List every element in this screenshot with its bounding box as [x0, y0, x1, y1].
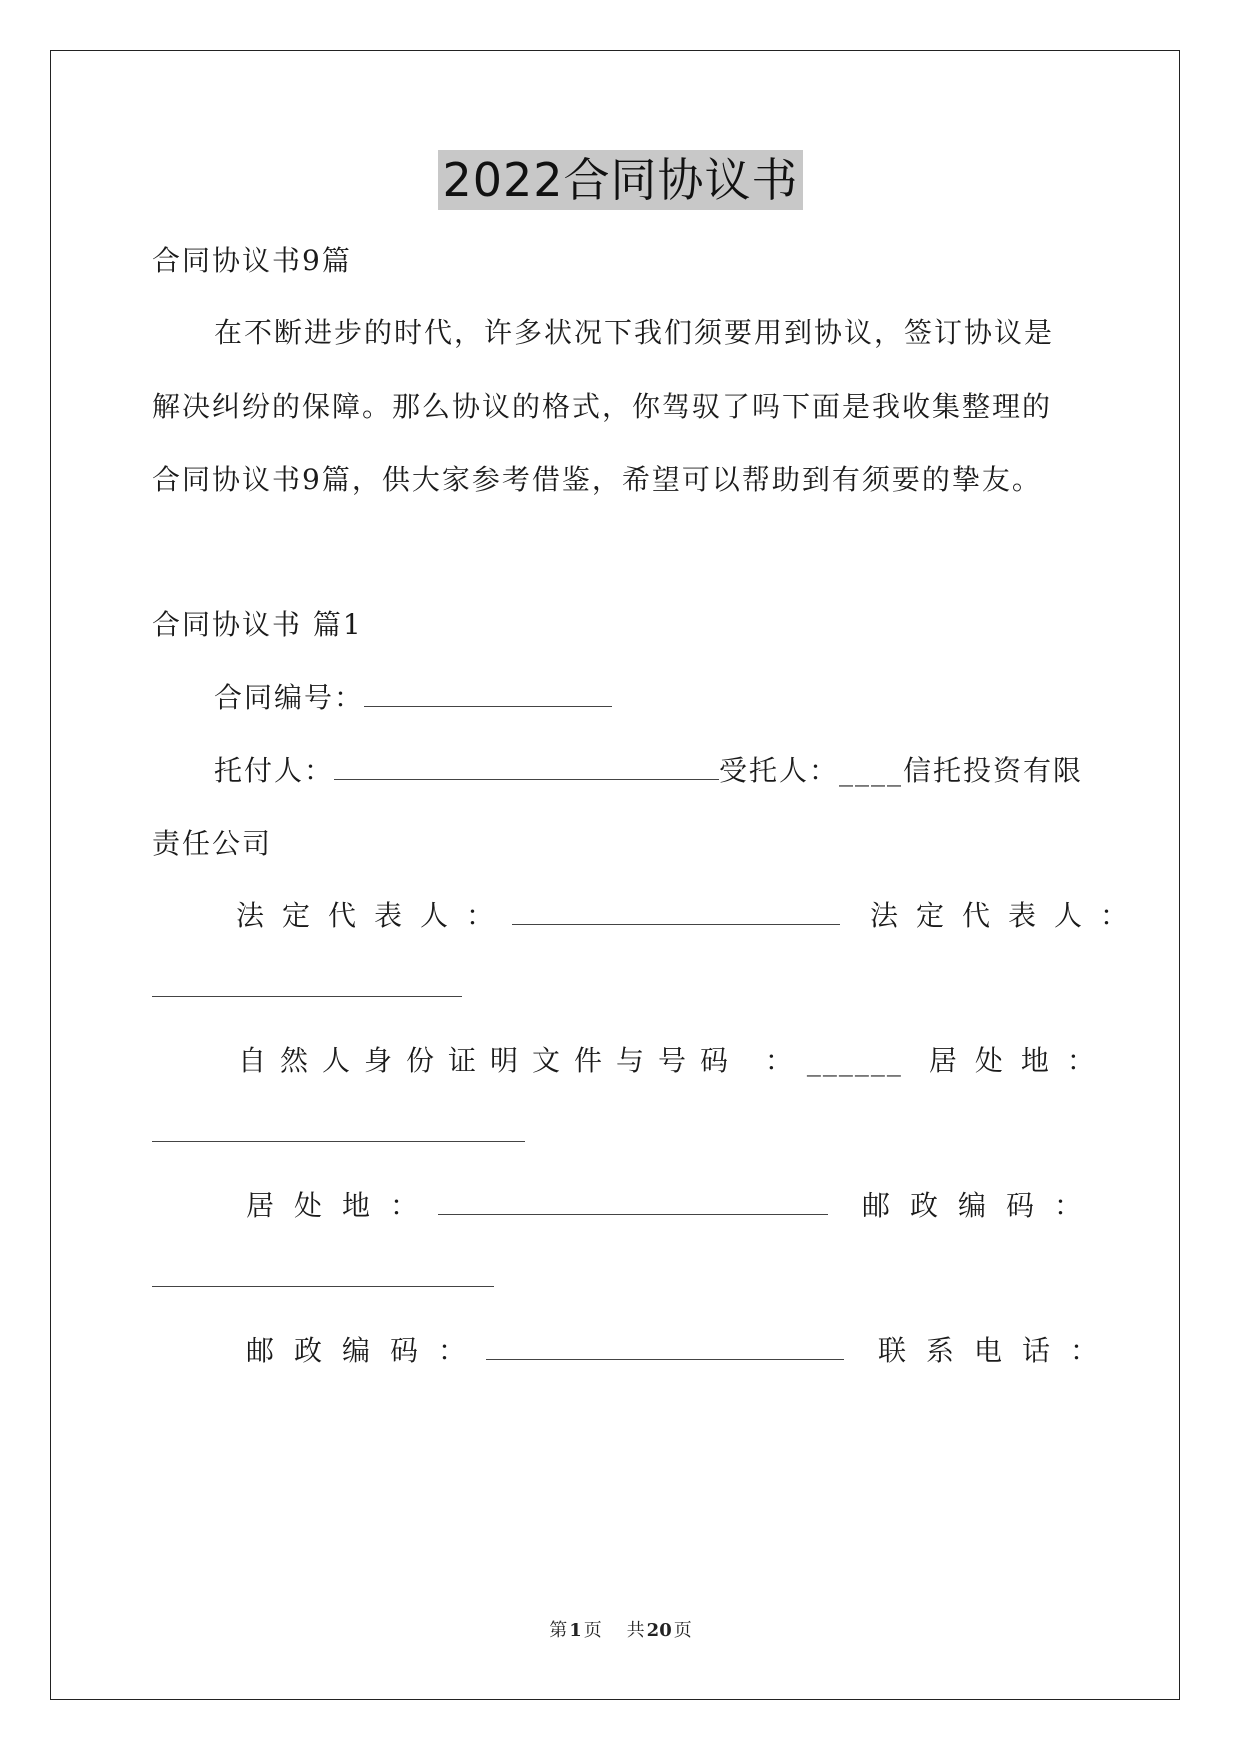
contract-number-row: [214, 678, 612, 718]
postcode-label-right: 邮政编码：: [862, 1189, 1103, 1222]
residence-blank-left[interactable]: [438, 1186, 828, 1215]
legal-rep-label-right: 法定代表人：: [870, 899, 1147, 932]
legal-rep-label-left: 法定代表人：: [236, 899, 513, 932]
residence-label-right: 居处地：: [928, 1044, 1113, 1077]
id-doc-blank[interactable]: ______: [806, 1044, 903, 1077]
postcode-blank-right[interactable]: [152, 1258, 494, 1287]
postcode-label-left: 邮政编码：: [246, 1334, 487, 1367]
trustor-blank[interactable]: [334, 751, 719, 780]
legal-rep-blank-left[interactable]: [512, 896, 840, 925]
section-heading: 合同协议书 篇1: [152, 608, 363, 641]
footer-total-prefix: 共: [626, 1620, 645, 1641]
page-footer: [0, 1616, 1241, 1642]
id-doc-label: 自然人身份证明文件与号码 ：: [238, 1044, 807, 1077]
postcode-blank-left[interactable]: [486, 1331, 844, 1360]
intro-line-3: 合同协议书9篇，供大家参考借鉴，希望可以帮助到有须要的挚友。: [152, 463, 1042, 496]
trustee-continued: 责任公司: [152, 827, 273, 860]
trustor-row: [214, 751, 1083, 791]
page-border: [50, 50, 1180, 1700]
residence-blank-right[interactable]: [152, 1113, 525, 1142]
contract-number-label: 合同编号：: [214, 681, 365, 714]
intro-line-1: 在不断进步的时代，许多状况下我们须要用到协议，签订协议是: [214, 316, 1055, 349]
footer-total-pages: 20: [646, 1620, 672, 1641]
trustee-label: 受托人：____信托投资有限: [719, 754, 1084, 787]
footer-total-suffix: 页: [673, 1620, 692, 1641]
title-wrap: [0, 150, 1241, 210]
footer-page-suffix: 页: [583, 1620, 602, 1641]
phone-label-right: 联系电话：: [878, 1334, 1119, 1367]
legal-rep-blank-right[interactable]: [152, 968, 462, 997]
legal-rep-row: [236, 896, 1146, 936]
document-title: 2022合同协议书: [438, 150, 802, 210]
footer-prefix: 第: [549, 1620, 568, 1641]
id-doc-row: [238, 1041, 1113, 1081]
contract-number-blank[interactable]: [364, 678, 612, 707]
intro-line-2: 解决纠纷的保障。那么协议的格式，你驾驭了吗下面是我收集整理的: [152, 390, 1053, 423]
residence-row: [246, 1186, 1102, 1226]
residence-blank-row: [152, 1113, 525, 1153]
footer-page-number: 1: [569, 1620, 582, 1641]
postcode-row: [246, 1331, 1118, 1371]
legal-rep-blank-row: [152, 968, 462, 1008]
residence-label-left: 居处地：: [246, 1189, 439, 1222]
document-subtitle: 合同协议书9篇: [152, 244, 352, 277]
postcode-blank-row: [152, 1258, 494, 1298]
trustor-label: 托付人：: [214, 754, 335, 787]
